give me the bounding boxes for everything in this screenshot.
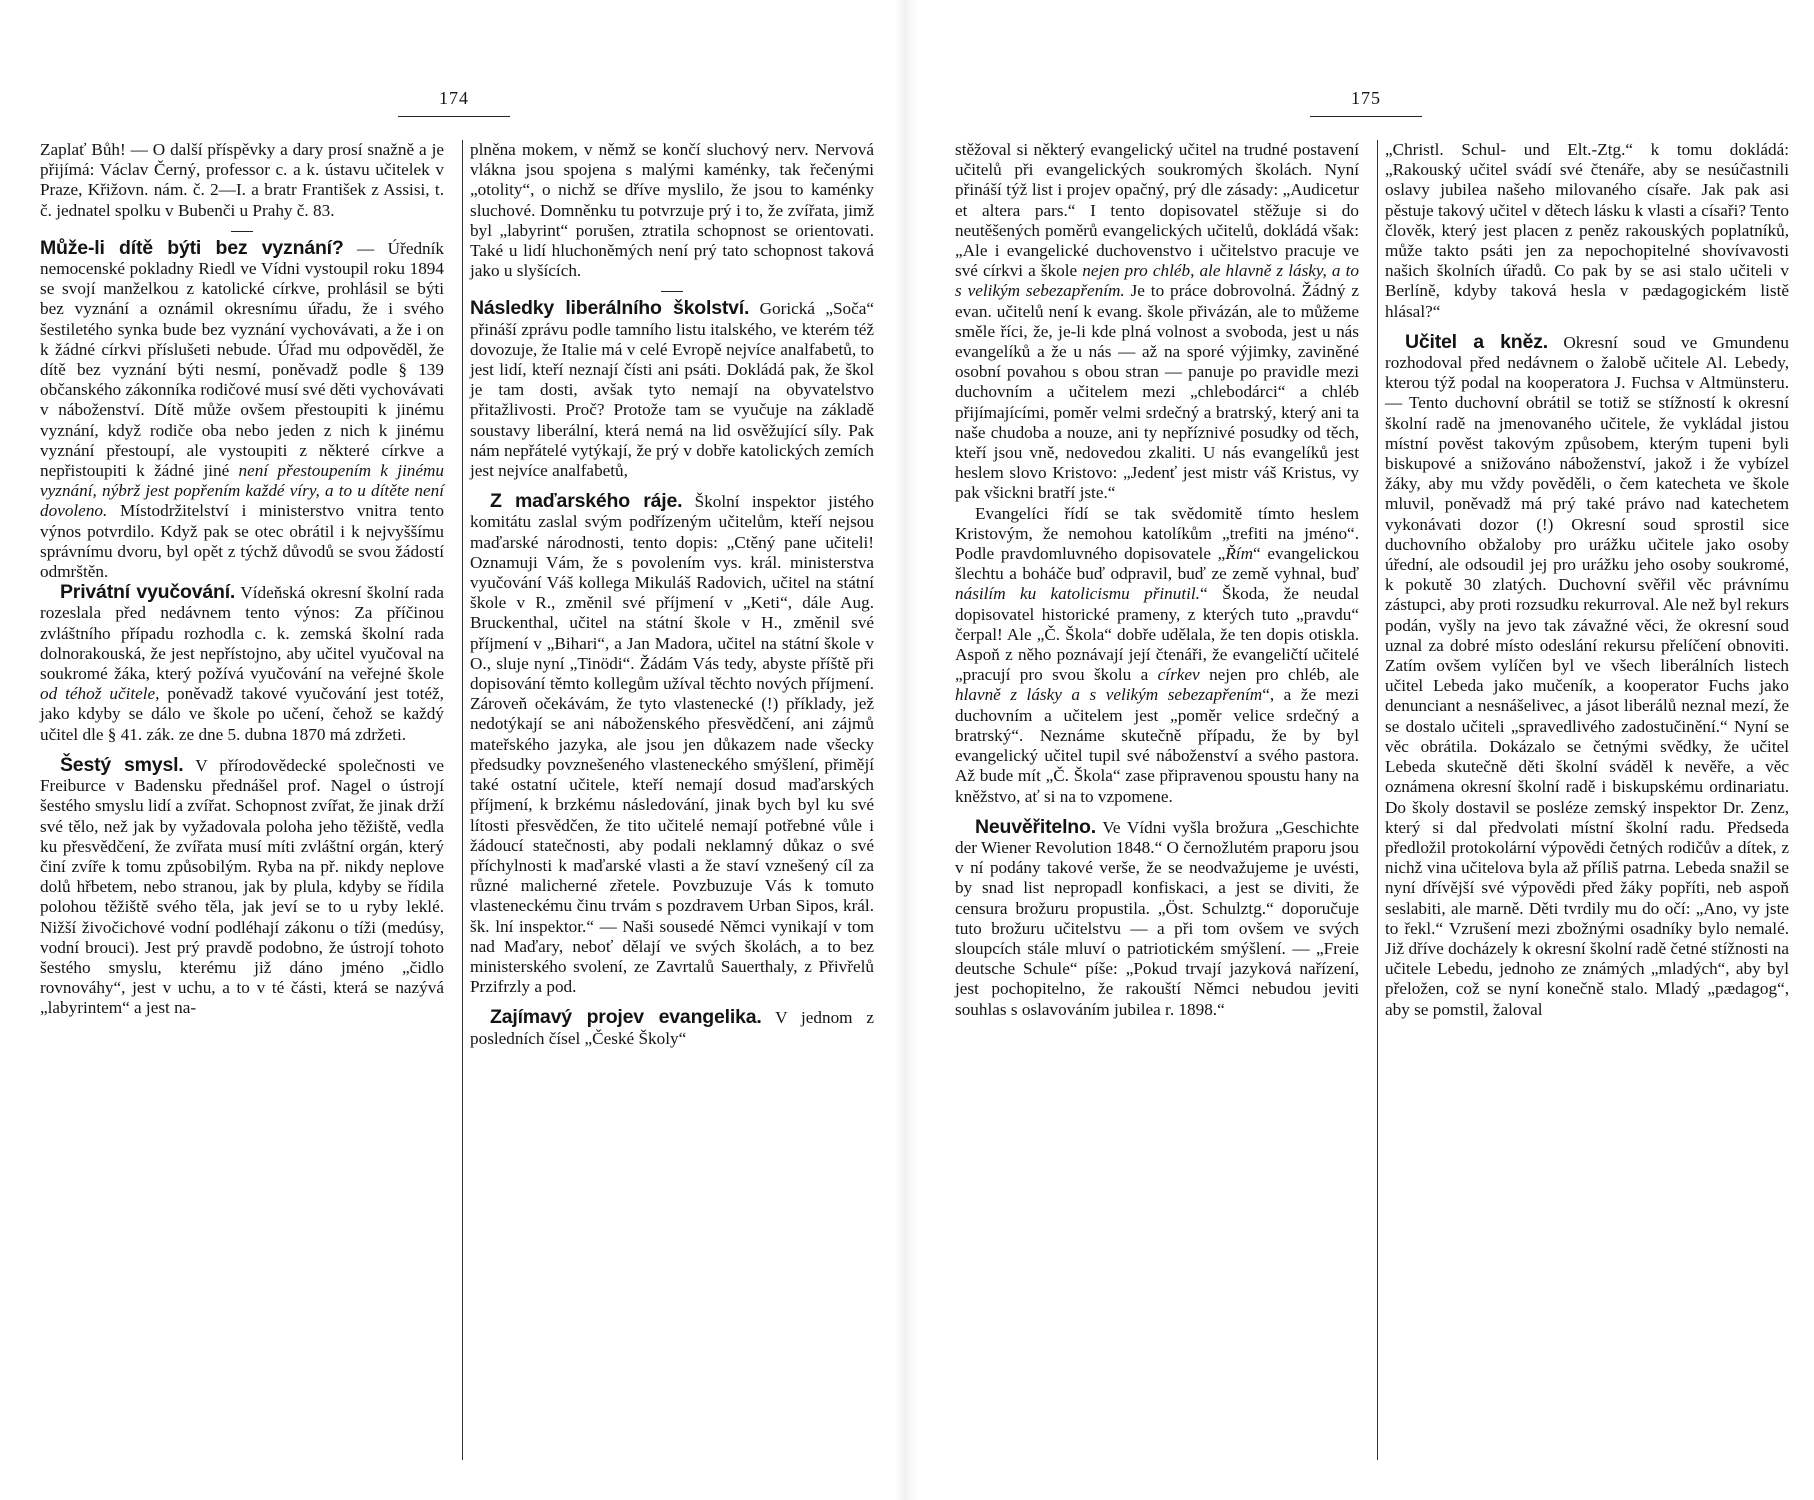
paragraph: plněna mokem, v němž se končí sluchový nerv. Nervová vlákna jsou spojena s malými kaménky, tak řečenými „otolity“, o nichž se dříve myslilo, že jsou to kaménky sluchové. Domněnku tu potvrzuje prý i to, že zvířata, jimž byl „labyrint“ porušen, ztratila schopnost se orientovati. Také u lidí hluchoněmých není prý tato schopnost taková jako u slyšících. bbox=[470, 140, 874, 281]
article-heading: Šestý smysl. bbox=[60, 753, 184, 776]
page-number-rule-right bbox=[1310, 116, 1422, 117]
article-heading: Zajímavý projev evangelika. bbox=[490, 1006, 762, 1029]
article-ucitel-a-knez: Učitel a kněz. Okresní soud ve Gmundenu rozhodoval před nedávnem o žalobě učitele Al. Lebedy, kterou týž podal na kooperatora J. Fuchsa v Altmünsteru. — Tento duchovní obrátil se totiž se stížností k okresní školní radě na jmenovaného učitele, že vykládal jistou místní pověst takovým způsobem, kterým tupeni byli biskupové a snižováno náboženství, jakož i že vybízel žáky, aby mu vždy pověděli, o čem katecheta ve škole mluvil, poněvadž má prý také právo nad katechetem vykonávati dozor (!) Okresní soud sprostil sice duchovního obžaloby pro urážku učitele jako osoby úřední, ale odsoudil jej pro urážku jeho osoby soukromé, k pokutě 30 zlatých. Duchovní svěřil věc právnímu zástupci, aby proti rozsudku rekurroval. Ale než byl rekurs podán, vyšly na jevo tak závažné věci, že okresní soud uznal za dobré místo odeslání rekursu přelíčení obnoviti. Zatím ovšem vylíčen byl ve všech liberálních listech učitel Lebeda jako mučeník, a kooperator Fuchs jako denunciant a nesnášelivec, a jásot liberálů neznal mezí, že se dostalo učiteli „spravedlivého zadostučinění.“ Nyní se věc obrátila. Dokázalo se četnými svědky, že učitel Lebeda skutečně děti školní sváděl k nevěře, a věc oznámena okresní školní radě i biskupskému ordinariatu. Do školy dostavil se posléze zemský inspektor Dr. Zenz, který si dal předvolati místní školní radu. Předseda předložil protokolární výpovědi četných rodičův a dítek, z nichž vina učitelova byla až příliš patrna. Lebeda snažil se nyní dřívější své výpovědi před žáky popříti, neb aspoň seslabiti, ale marně. Děti tvrdily mu do očí: „Ano, vy jste to řekl.“ Vzrušení mezi zbožnými osadníky bylo nemalé. Již dříve docházely k okresní školní radě četné stížnosti na učitele Lebedu, jednoho ze známých „mladých“, aby byl přeložen, což se nyní konečně stalo. Mladý „pædagog“, aby se pomstil, žaloval bbox=[1385, 330, 1789, 1019]
paragraph: Zaplať Bůh! — O další příspěvky a dary prosí snažně a je přijímá: Václav Černý, professor c. a k. ústavu učitelek v Praze, Křižovn. nám. č. 2—I. a bratr František z Assisi, t. č. jednatel spolku v Bubenči u Prahy č. 83. bbox=[40, 140, 444, 220]
paragraph: stěžoval si některý evangelický učitel na trudné postavení učitelů při evangelických soukromých školách. Nyní přináší týž list i projev opačný, prý dle zásady: „Audicetur et altera pars.“ I tento dopisovatel stěžuje si do neutěšených poměrů evangelických učitelů, dokládá však: „Ale i evangelické duchovenstvo i učitelstvo pracuje ve své církvi a škole nejen pro chléb, ale hlavně z lásky, a to s velikým sebezapřením. Je to práce dobrovolná. Žádný z evan. učitelů není k evang. škole přivázán, ale to můžeme směle říci, že, je-li kde plná volnost a svoboda, jest u nás evangelíků a že u nás — až na sporé výjimky, zaviněné osobní povahou s obou stran — panuje po pravidle mezi duchovním a učitelem mezi „chlebodárci“ a chléb přijímajícími, poměr velmi srdečný a bratrský, který ani ta naše chudoba a nouze, ani ty nepříznivé posudky od těch, kteří jsou vně, nedovedou zkaliti. U nás evangelíků jest heslem slovo Kristovo: „Jedenť jest mistr váš Kristus, vy pak všickni bratří jste.“ bbox=[955, 140, 1359, 503]
section-separator bbox=[661, 291, 683, 292]
article-neuveritelno: Neuvěřitelno. Ve Vídni vyšla brožura „Geschichte der Wiener Revolution 1848.“ O černožlutém praporu jsou v ní podány takové verše, že se neodvažujeme je uvésti, by snad list nepropadl konfiskaci, a jest se diviti, že censura brožuru propustila. „Öst. Schulztg.“ doporučuje tuto brožuru učitelstvu — a při tom ovšem ve svých sloupcích stále mluví o patriotickém smýšlení. — „Freie deutsche Schule“ píše: „Pokud trvají jazyková nařízení, jest pochopitelno, že rakouští Němci nebudou jeviti souhlas s oslavováním jubilea r. 1898.“ bbox=[955, 815, 1359, 1019]
left-page-column-1 bbox=[40, 140, 444, 1019]
article-z-madarskeho-raje: Z maďarského ráje. Školní inspektor jistého komitátu zaslal svým podřízeným učitelům, kteří nejsou maďarské národnosti, tento dopis: „Ctěný pane učiteli! Oznamuji Vám, že s povolením vys. král. ministerstva vyučování Váš kollega Mikuláš Radovich, učitel na státní škole v R., změnil své příjmení v „Keti“, dále Aug. Bruckenthal, učitel na státní škole v H., změnil své příjmení v „Bihari“, a Jan Madora, učitel na státní škole v O., sluje nyní „Tinödi“. Žádám Vás tedy, abyste příště při dopisování těmto kollegům užíval těchto nových příjmení. Zároveň očekávám, že tyto vlastenecké (!) příklady, jež nedotýkají se ani náboženského přesvědčení, ani zájmů mateřského jazyka, ale jsou jen důkazem nade všecky předsudky povznešeného vlasteneckého smýšlení, přimějí také ostatní učitele, kteří nemají dosud maďarských příjmení, k brzkému následování, jinak bych byl ku své lítosti přesvědčen, že tito učitelé nemají potřebné vůle i žádoucí statečnosti, aby podali neklamný důkaz o své příchylnosti k maďarské vlasti a že staví vznešený cíl za různé malicherné zřetele. Povzbuzuje Vás k tomuto vlasteneckému činu trvám s pozdravem Urban Sipos, král. šk. lní inspektor.“ — Naši sousedé Němci vynikají v tom nad Maďary, neboť dělají ve svých školách, a to bez ministerského svolení, ze Zavrtalů Sauerthaly, z Přivřelů Przifrzly a pod. bbox=[470, 490, 874, 997]
paragraph: Evangelíci řídí se tak svědomitě tímto heslem Kristovým, že nemohou katolíkům „trefiti na jméno“. Podle pravdomluvného dopisovatele „Řím“ evangelickou šlechtu a boháče buď odpravil, buď ze země vyhnal, buď násilím ku katolicismu přinutil.“ Škoda, že neudal dopisovatel historické prameny, z kterých tuto „pravdu“ čerpal! Ale „Č. Škola“ dobře udělala, že ten dopis otiskla. Aspoň z něho poznávají její čtenáři, že evangeličtí učitelé „pracují pro svou školu a církev nejen pro chléb, ale hlavně z lásky a s velikým sebezapřením“, a že mezi duchovním a učitelem jest „poměr velice srdečný a bratrský“. Neznáme skutečně případu, že by byl evangelický učitel tupil své náboženství a svého pastora. Až bude mít „Č. Škola“ zase připravenou spoustu hany na kněžstvo, ať si na to vzpomene. bbox=[955, 503, 1359, 806]
article-heading: Učitel a kněz. bbox=[1405, 330, 1548, 353]
right-page-column-2 bbox=[1385, 140, 1789, 1020]
page-number-left: 174 bbox=[439, 88, 469, 108]
article-heading: Z maďarského ráje. bbox=[490, 490, 683, 513]
article-heading: Privátní vyučování. bbox=[60, 581, 236, 604]
article-heading: Neuvěřitelno. bbox=[975, 815, 1096, 838]
article-heading: Následky liberálního školství. bbox=[470, 297, 750, 320]
article-zajimavy-projev-evangelika: Zajímavý projev evangelika. V jednom z posledních čísel „České Školy“ bbox=[470, 1006, 874, 1048]
article-nasledky-liberalniho-skolstvi: Následky liberálního školství. Gorická „Soča“ přináší zprávu podle tamního listu italského, ve kterém též dovozuje, že Italie má v celé Evropě nejvíce analfabetů, to jest lidí, kteří neznají čísti ani psáti. Dokládá pak, že škol je tam dosti, avšak tyto nemají na obyvatelstvo přitažlivosti. Proč? Protože tam se vyučuje na základě soustavy liberální, která nemá na lid osvěžující síly. Pak nám nepřátelé vytýkají, že prý v dobře katolických zemích jest nejvíce analfabetů, bbox=[470, 297, 874, 481]
section-separator bbox=[231, 231, 253, 232]
page-number-rule-left bbox=[398, 116, 510, 117]
left-page-column-2 bbox=[470, 140, 874, 1049]
article-heading: Může-li dítě býti bez vyznání? bbox=[40, 236, 344, 259]
article-mozna-li-dite: Může-li dítě býti bez vyznání? — Úředník nemocenské pokladny Riedl ve Vídni vystoupil roku 1894 se svojí manželkou z katolické církve, prohlásil se býti bez vyznání a oznámil okresnímu úřadu, že i svého šestiletého synka bude bez vyznání vychovávati, a že i on k žádné církvi příslušeti nebude. Úřad mu odpověděl, že dítě bez vyznání býti nesmí, poněvadž podle § 139 občanského zákonníka rodičové musí své děti vychovávati v náboženství. Dítě může ovšem přestoupiti k jinému vyznání, když rodiče oba nebo jeden z nich k jinému vyznání přestoupí, ale vystoupiti z některé církve a nepřistoupiti k žádné jiné není přestoupením k jinému vyznání, nýbrž jest popřením každé víry, a to u dítěte není dovoleno. Místodržitelství i ministerstvo vnitra tento výnos potvrdilo. Když pak se otec obrátil i k nejvyššímu správnímu dvoru, byl opět z týchž důvodů se svou žádostí odmrštěn. bbox=[40, 236, 444, 582]
column-rule-right-page bbox=[1377, 140, 1378, 1460]
page-number-right: 175 bbox=[1351, 88, 1381, 108]
right-page-column-1 bbox=[955, 140, 1359, 1020]
page-gutter bbox=[895, 0, 919, 1500]
column-rule-left-page bbox=[462, 140, 463, 1460]
paragraph: „Christl. Schul- und Elt.-Ztg.“ k tomu dokládá: „Rakouský učitel svádí své čtenáře, aby se nesúčastnili oslavy jubilea našeho milovaného císaře. Jak pak asi pěstuje takový učitel v dětech lásku k vlasti a císaři? Tento člověk, který jest placen z peněz rakouských poplatníků, může takto psáti jen za nepochopitelné shovívavosti našich školních úřadů. Co pak by se asi stalo učiteli v Berlíně, kdyby taková hesla v pædagogickém listě hlásal?“ bbox=[1385, 140, 1789, 321]
article-sesty-smysl: Šestý smysl. V přírodovědecké společnosti ve Freiburce v Badensku přednášel prof. Nagel o ústrojí šestého smyslu lidí a zvířat. Schopnost zvířat, že jinak drží své tělo, než jak by vyžadovala poloha jeho těžiště, vedla ku přesvědčení, že zvířata musí míti zvláštní orgán, který činí zvíře k tomu způsobilým. Ryba na př. nikdy neplove dolů hřbetem, nebo stranou, jak by plula, kdyby se řídila polohou těžiště svého těla, jak jeví se to u ryby leklé. Nižší živočichové vodní podléhají zákonu o tíži (medúsy, vodní brouci). Jest prý pravdě podobno, že ústrojí tohoto šestého smyslu, kterému již dáno jméno „čidlo rovnováhy“, jest v uchu, a to v té části, která se nazývá „labyrintem“ a jest na- bbox=[40, 753, 444, 1018]
article-privatni-vyucovani: Privátní vyučování. Vídeňská okresní školní rada rozeslala před nedávnem tento výnos: Za příčinou zvláštního případu rozhodla c. k. zemská školní rada dolnorakouská, že jest nepřístojno, aby učitel vyučoval na soukromé žáka, který požívá vyučování na veřejné škole od téhož učitele, poněvadž takové vyučování jest totéž, jako kdyby se dálo ve škole po učení, čehož se každý učitel dle § 41. zák. ze dne 5. dubna 1870 má zdržeti. bbox=[40, 581, 444, 744]
